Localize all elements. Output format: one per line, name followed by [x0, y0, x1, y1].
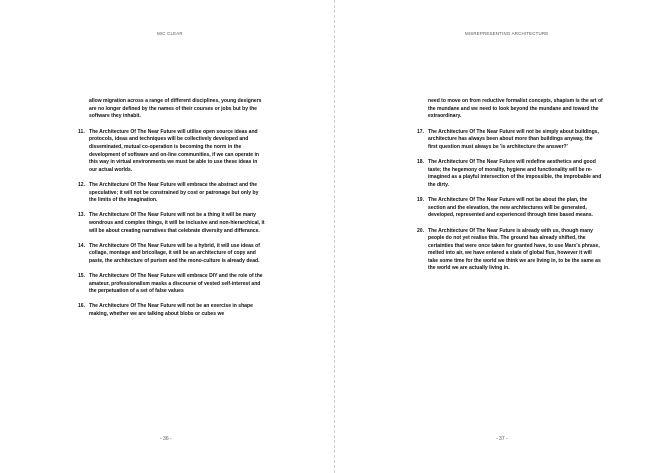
item-number: 14.: [78, 242, 86, 249]
left-page-number: - 36 -: [160, 436, 172, 442]
list-item-13: [78, 212, 266, 235]
item-text: The Architecture Of The Near Future will utilise open source ideas and protocols, ideas and techniques will be collectively developed and disseminated, mutual co-operation is becoming the norm in the development of software and on-line communities, if we can operate in this way in virtual environments we must be able to use these ideas in our actual worlds.: [89, 128, 259, 173]
right-page: [335, 0, 670, 473]
right-page-number: - 37 -: [496, 436, 508, 442]
list-item-11: [78, 129, 266, 175]
item-text: The Architecture Of The Near Future will embrace the abstract and the speculative; it will not be constrained by cost or patronage but only by the limits of the imagination.: [89, 181, 259, 204]
list-item-12: [78, 182, 266, 205]
list-item-18: [417, 159, 603, 189]
item-number: 16.: [78, 303, 86, 310]
item-text: The Architecture Of The Near Future is already with us, though many people do not yet realise this. The ground has already shifted, the certainties that were once taken for granted have, to use Marx's phrase, melted into air, we have entered a state of global flux, however it will take some time for the world we think we are living in, to be the same as the world we are actually living in.: [428, 227, 601, 272]
left-running-head: MIC CLEAR: [157, 31, 183, 36]
item-number: 18.: [417, 159, 425, 166]
left-body-text: [78, 98, 266, 326]
item-text: The Architecture Of The Near Future will not be simply about buildings, architecture has always been about more than buildings anyway, the first question must always be 'is architecture the answer?': [428, 128, 599, 150]
item-text: The Architecture Of The Near Future will redefine aesthetics and good taste; the hegemony of morality, hygiene and functionality will be re-imagined as a playful intersection of the impossible, the improbable and the dirty.: [428, 159, 602, 188]
item-text: The Architecture Of The Near Future will not be a thing it will be many wondrous and complex things, it will be inclusive and non-hierarchical, it will be about creating narratives that celebrate diversity and differance.: [89, 212, 265, 234]
right-body-text: [417, 98, 603, 281]
item-text: The Architecture Of The Near Future will not be about the plan, the section and the elevation, the new architectures will be generated, developed, represented and experienced through time based means.: [428, 197, 593, 219]
item-number: 12.: [78, 181, 86, 188]
list-item-15: [78, 273, 266, 296]
item-number: 13.: [78, 212, 86, 219]
item-number: 19.: [417, 197, 425, 204]
list-item-17: [417, 129, 603, 152]
list-item-14: [78, 243, 266, 266]
list-item-20: [417, 228, 603, 274]
item-number: 17.: [417, 128, 425, 135]
right-continuation-paragraph: need to move on from reductive formalist concepts, shapism is the art of the mundane and we need to look beyond the mundane and toward the extraordinary.: [428, 98, 603, 120]
right-running-head: MISREPRESENTING ARCHITECTURE: [465, 31, 549, 36]
list-item-16: [78, 303, 266, 318]
item-number: 11.: [78, 128, 85, 135]
item-number: 20.: [417, 227, 425, 234]
item-text: The Architecture Of The Near Future will be a hybrid, it will use ideas of collage, montage and bricollage, it will be an architecture of copy and paste, the architecture of purism and the mono-culture is already dead.: [89, 242, 260, 264]
left-continuation-paragraph: allow migration across a range of different disciplines, young designers are no longer defined by the names of their courses or jobs but by the software they inhabit.: [89, 98, 262, 120]
list-item-19: [417, 197, 603, 220]
item-text: The Architecture Of The Near Future will not be an exercise in shape making, whether we are talking about blobs or cubes we: [89, 303, 253, 318]
item-number: 15.: [78, 273, 86, 280]
item-text: The Architecture Of The Near Future will embrace DIY and the role of the amateur, professionalism masks a discourse of vested self-interest and the perpetuation of a set of false values: [89, 273, 263, 295]
